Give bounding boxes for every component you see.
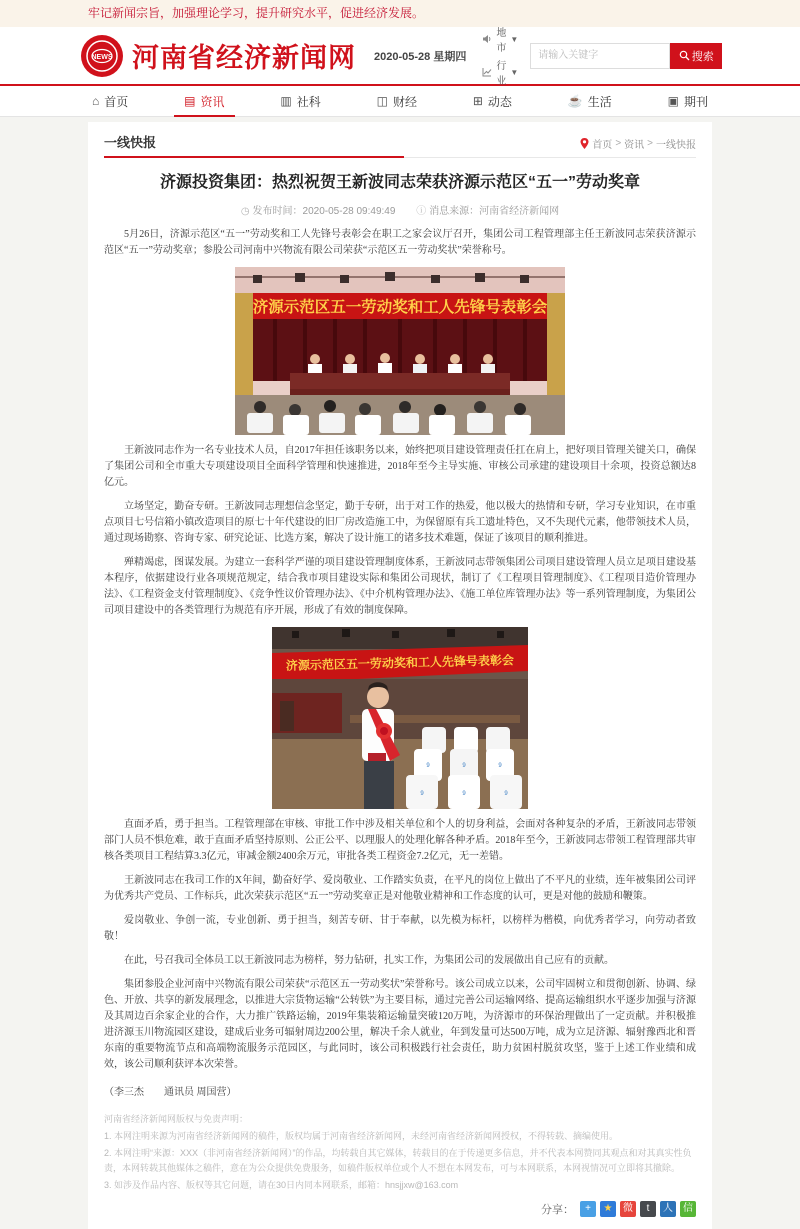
article-body: [104, 227, 696, 1098]
search-button-label: 搜索: [691, 50, 714, 63]
paragraph: 王新波同志在我司工作的X年间，勤奋好学、爱岗敬业、工作踏实负责，在平凡的岗位上做出了不平凡的业绩，连年被集团公司评为优秀共产党员、工作标兵，此次荣获示范区“五一”劳动奖章正是对他敬业精神和工作态度的认可，更是对他的鼓励和鞭策。: [104, 875, 696, 903]
grid-icon: ⊞: [472, 94, 483, 108]
nav-item-home[interactable]: [88, 86, 132, 116]
chevron-down-icon: ▼: [510, 67, 519, 77]
paragraph: 王新波同志作为一名专业技术人员，自2017年担任该职务以来，始终把项目建设管理责任扛在肩上，把好项目管理关键关口，确保了集团公司和全市重大专项建设项目全面科学管理和快速推进，2018年至今主导实施、审核公司承建的建设项目十余项，投资总额达8亿元。: [104, 445, 696, 489]
section-title[interactable]: 一线快报: [104, 135, 157, 150]
disclaimer-line: 1. 本网注明来源为河南省经济新闻网的稿件，版权均属于河南省经济新闻网，未经河南省经济新闻网授权，不得转载、摘编使用。: [104, 1131, 619, 1142]
nav-label: 资讯: [200, 94, 225, 109]
cup-icon: ☕: [567, 94, 583, 108]
header-date: 2020-05-28 星期四: [374, 50, 467, 63]
site-header: [0, 27, 800, 86]
industry-dropdown-label: 行业: [496, 61, 507, 87]
clock-icon: ◷: [240, 206, 250, 218]
nav-label: 首页: [104, 94, 129, 109]
site-logo[interactable]: [80, 34, 124, 78]
logo-text: NEWS: [91, 53, 113, 61]
search-box: [530, 43, 722, 69]
home-icon: ⌂: [92, 94, 100, 108]
breadcrumb-current: 一线快报: [656, 140, 696, 151]
site-title[interactable]: 河南省经济新闻网: [132, 43, 356, 73]
svg-text:9: 9: [420, 791, 424, 798]
purse-icon: ◫: [376, 94, 388, 108]
paragraph: 5月26日，济源示范区“五一”劳动奖和工人先锋号表彰会在职工之家会议厅召开，集团公司工程管理部主任王新波同志荣获济源示范区“五一”劳动奖章；参股公司河南中兴物流有限公司荣获“示范区五一劳动奖状”荣誉称号。: [104, 229, 696, 257]
main-nav: [0, 86, 800, 117]
paragraph: 立场坚定，勤奋专研。王新波同志理想信念坚定，勤于专研，出于对工作的热爱，他以极大的热情和专研，学习专业知识，在市重点项目七号信箱小镇改造项目的原七十年代建设的旧厂房改造施工中，为保留原有兵工遗址特色，又不失现代元素，他带领技术人员，通过现场勘察、咨询专家、研究论证、比选方案，解决了设计施工的诸多技术难题，保证了该项目的顺利推进。: [104, 501, 696, 545]
nav-label: 社科: [296, 94, 321, 109]
search-input[interactable]: [530, 43, 670, 69]
svg-text:9: 9: [498, 763, 502, 770]
svg-text:9: 9: [504, 791, 508, 798]
copyright-disclaimer: [104, 1112, 696, 1193]
photo-banner-text: 济源示范区五一劳动奖和工人先锋号表彰会: [252, 299, 548, 317]
share-bar: [104, 1201, 696, 1221]
photo-banner-text: 济源示范区五一劳动奖和工人先锋号表彰会: [285, 653, 515, 674]
nav-item-news[interactable]: [180, 86, 228, 116]
nav-label: 期刊: [683, 94, 708, 109]
renren-icon[interactable]: 人: [660, 1201, 676, 1217]
top-notice-bar: [0, 0, 800, 27]
trend-chart-icon: [482, 67, 492, 77]
tencent-weibo-icon[interactable]: t: [640, 1201, 656, 1217]
nav-item-social-science[interactable]: [276, 86, 324, 116]
article-photo-ceremony: [104, 267, 696, 435]
nav-item-life[interactable]: [564, 86, 616, 116]
article-byline: （李三杰 通讯员 周国营）: [104, 1087, 237, 1099]
city-dropdown-label: 地市: [496, 28, 507, 54]
svg-text:9: 9: [462, 791, 466, 798]
info-icon: ⓘ: [416, 206, 427, 218]
ceremony-photo-illustration: [235, 267, 565, 435]
nav-item-journal[interactable]: [664, 86, 712, 116]
location-pin-icon: [580, 138, 589, 149]
nav-label: 生活: [587, 94, 612, 109]
source: 消息来源：河南省经济新闻网: [429, 206, 560, 218]
disclaimer-line: 2. 本网注明“来源：XXX（非河南省经济新闻网）”的作品，均转载自其它媒体，转载目的在于传递更多信息，并不代表本网赞同其观点和对其真实性负责，本网转载其他媒体之稿件，意在为公众提供免费服务，如稿件版权单位或个人不想在本网发布，可与本网联系，本网视情况可立即将其撤除。: [104, 1148, 692, 1174]
publish-time: 发布时间：2020-05-28 09:49:49: [252, 206, 396, 218]
qzone-icon[interactable]: ★: [600, 1201, 616, 1217]
disclaimer-line: 3. 如涉及作品内容、版权等其它问题，请在30日内同本网联系，邮箱：hnsjjxw@163.com: [104, 1180, 459, 1191]
article-meta: [104, 202, 696, 217]
nav-item-dynamics[interactable]: [469, 86, 516, 116]
news-icon: ▤: [184, 94, 196, 108]
article-photo-winner: [104, 627, 696, 809]
monitor-icon: ▥: [280, 94, 292, 108]
winner-photo-illustration: [272, 627, 528, 809]
breadcrumb-home[interactable]: 首页: [592, 140, 613, 151]
notice-text: 牢记新闻宗旨，加强理论学习，提升研究水平，促进经济发展。: [88, 6, 425, 20]
share-label: 分享：: [541, 1204, 574, 1217]
svg-text:9: 9: [462, 763, 466, 770]
search-icon: [679, 50, 690, 61]
paragraph: 爱岗敬业、争创一流，专业创新、勇于担当，刻苦专研、甘于奉献，以先模为标杆，以榜样为楷模，向优秀者学习，向劳动者致敬！: [104, 915, 696, 943]
content-card: [88, 122, 712, 1229]
search-button[interactable]: [670, 43, 722, 69]
article-title: 济源投资集团：热烈祝贺王新波同志荣获济源示范区“五一”劳动奖章: [159, 174, 640, 191]
paragraph: 在此，号召我司全体员工以王新波同志为榜样，努力钻研，扎实工作，为集团公司的发展做出自己应有的贡献。: [124, 955, 614, 967]
nav-label: 财经: [392, 94, 417, 109]
breadcrumb: [580, 136, 696, 151]
speaker-icon: [482, 34, 492, 44]
breadcrumb-news[interactable]: 资讯: [624, 140, 645, 151]
paragraph: 殚精竭虑，图谋发展。为建立一套科学严谨的项目建设管理制度体系，王新波同志带领集团公司项目建设管理人员立足项目建设基本程序，依据建设行业各项规范规定，结合我市项目建设实际和集团公司现状，制订了《工程项目管理制度》、《工程项目造价管理办法》、《工程资金支付管理制度》、《竞争性议价管理办法》、《中介机构管理办法》、《施工单位库管理办法》等一系列管理制度，为集团公司项目建设中的各类管理行为规范有序开展，形成了有效的制度保障。: [104, 557, 696, 617]
wechat-icon[interactable]: 信: [680, 1201, 696, 1217]
paragraph: 直面矛盾，勇于担当。工程管理部在审核、审批工作中涉及相关单位和个人的切身利益，会面对各种复杂的矛盾，王新波同志带领部门人员不惧危难，敢于直面矛盾坚持原则、公正公平、以理服人的处理化解各种矛盾。2018年至今，王新波同志带领工程管理部共审核各类项目工程结算3.3亿元，审减金额2400余万元，审批各类工程资金7.2亿元，无一差错。: [104, 819, 696, 863]
paragraph: 集团参股企业河南中兴物流有限公司荣获“示范区五一劳动奖状”荣誉称号。该公司成立以来，公司牢固树立和贯彻创新、协调、绿色、开放、共享的新发展理念，以推进大宗货物运输“公转铁”为主要目标，通过完善公司运输网络、提高运输组织水平逐步加强与济源及其周边百余家企业的合作，大力推广铁路运输，2019年集装箱运输量突破120万吨，为济源市的环保治理做出了一定贡献。并积极推进济源玉川物流园区建设，建成后业务可辐射周边200公里，解决千余人就业，年到发量可达500万吨，成为立足济源、辐射豫西北和晋东南的重要物流节点和高端物流服务示范园区，与此同时，该公司积极践行社会责任，助力贫困村脱贫攻坚，鉴于上述工作业绩和成效，该公司顺利获评本次荣誉。: [104, 979, 696, 1071]
svg-text:9: 9: [426, 763, 430, 770]
industry-dropdown[interactable]: [482, 57, 518, 87]
city-dropdown[interactable]: [482, 24, 518, 54]
header-filters: [482, 24, 518, 87]
chevron-down-icon: ▼: [510, 34, 519, 44]
share-more-icon[interactable]: +: [580, 1201, 596, 1217]
nav-item-finance[interactable]: [373, 86, 421, 116]
breadcrumb-separator: >: [615, 138, 622, 149]
nav-label: 动态: [487, 94, 512, 109]
breadcrumb-separator: >: [647, 138, 653, 149]
disclaimer-line: 河南省经济新闻网版权与免责声明：: [104, 1114, 249, 1125]
weibo-icon[interactable]: 微: [620, 1201, 636, 1217]
book-icon: ▣: [667, 94, 679, 108]
section-header: [104, 132, 696, 158]
